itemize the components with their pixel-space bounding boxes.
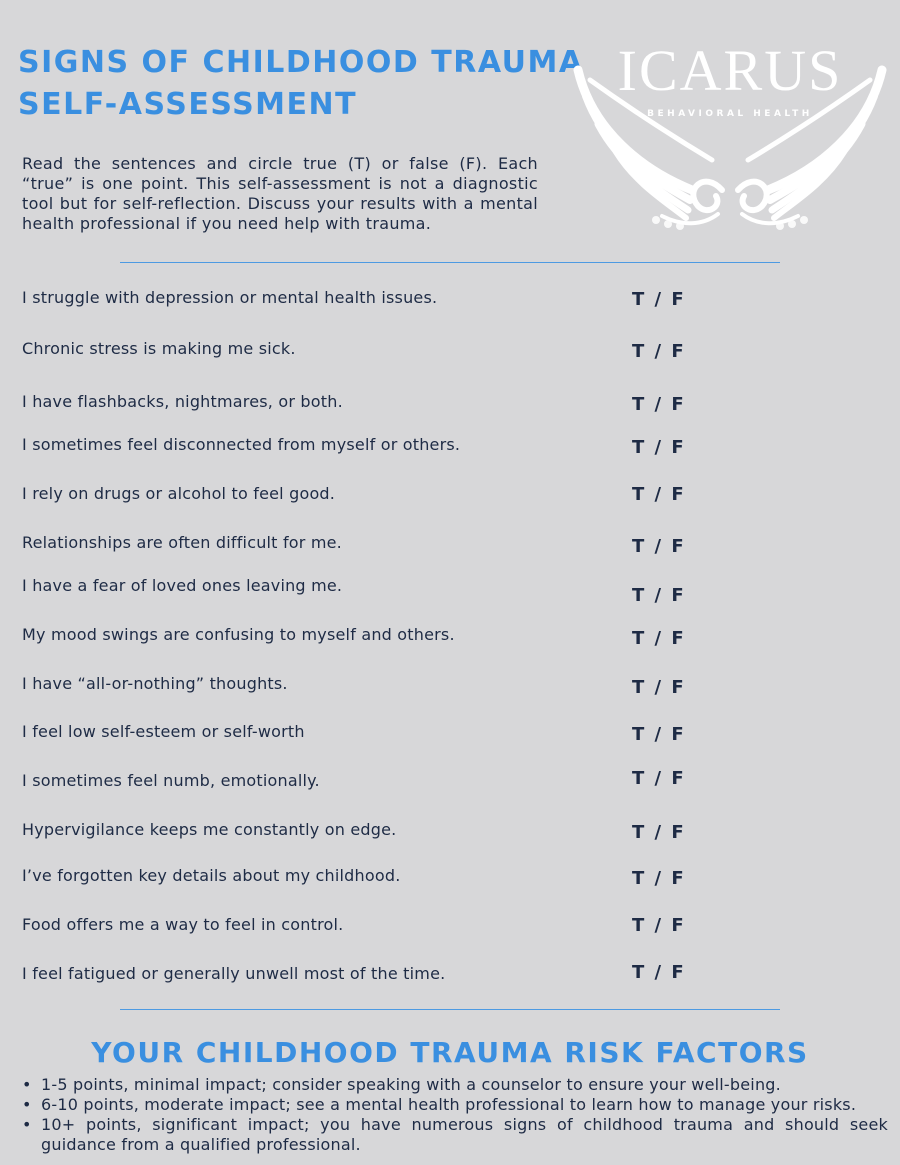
true-false-choice[interactable]: T / F (632, 341, 686, 362)
statement-text: I rely on drugs or alcohol to feel good. (22, 484, 336, 503)
risk-factors-heading: YOUR CHILDHOOD TRAUMA RISK FACTORS (91, 1036, 809, 1069)
title-line-1: SIGNS OF CHILDHOOD TRAUMA (18, 45, 584, 80)
logo-subtitle: BEHAVIORAL HEALTH (647, 109, 813, 119)
risk-factor-item: • 10+ points, significant impact; you have numerous signs of childhood trauma and should seek guidance from a qualified professional. (22, 1115, 888, 1155)
statement-text: I have a fear of loved ones leaving me. (22, 576, 343, 595)
page-title (18, 42, 584, 126)
risk-factor-item: • 1-5 points, minimal impact; consider speaking with a counselor to ensure your well-being. (22, 1075, 888, 1095)
statement-text: I feel fatigued or generally unwell most of the time. (22, 964, 446, 983)
true-false-choice[interactable]: T / F (632, 484, 686, 505)
statement-text: Hypervigilance keeps me constantly on edge. (22, 820, 397, 839)
risk-factor-item: • 6-10 points, moderate impact; see a mental health professional to learn how to manage your risks. (22, 1095, 888, 1115)
top-divider (120, 262, 780, 263)
true-false-choice[interactable]: T / F (632, 628, 686, 649)
statement-text: Relationships are often difficult for me. (22, 533, 342, 552)
bottom-divider (120, 1009, 780, 1010)
true-false-choice[interactable]: T / F (632, 437, 686, 458)
statement-text: My mood swings are confusing to myself and others. (22, 625, 455, 644)
instructions-text: Read the sentences and circle true (T) or false (F). Each “true” is one point. This self-assessment is not a diagnostic tool but for self-reflection. Discuss your results with a mental health professional if you need help with trauma. (22, 154, 538, 233)
true-false-choice[interactable]: T / F (632, 394, 686, 415)
statement-text: I’ve forgotten key details about my childhood. (22, 866, 401, 885)
winged-logo-icon (572, 40, 888, 230)
true-false-choice[interactable]: T / F (632, 585, 686, 606)
true-false-choice[interactable]: T / F (632, 822, 686, 843)
true-false-choice[interactable]: T / F (632, 962, 686, 983)
logo-wordmark: ICARUS (617, 40, 843, 103)
statement-text: I have “all-or-nothing” thoughts. (22, 674, 288, 693)
true-false-choice[interactable]: T / F (632, 724, 686, 745)
statement-text: I sometimes feel numb, emotionally. (22, 771, 320, 790)
true-false-choice[interactable]: T / F (632, 536, 686, 557)
statement-text: I have flashbacks, nightmares, or both. (22, 392, 343, 411)
statement-text: I sometimes feel disconnected from myself or others. (22, 435, 461, 454)
true-false-choice[interactable]: T / F (632, 868, 686, 889)
true-false-choice[interactable]: T / F (632, 915, 686, 936)
title-line-2: SELF-ASSESSMENT (18, 87, 358, 122)
statement-text: I struggle with depression or mental health issues. (22, 288, 438, 307)
statement-text: Food offers me a way to feel in control. (22, 915, 344, 934)
true-false-choice[interactable]: T / F (632, 677, 686, 698)
statement-text: I feel low self-esteem or self-worth (22, 722, 305, 741)
true-false-choice[interactable]: T / F (632, 768, 686, 789)
statement-text: Chronic stress is making me sick. (22, 339, 296, 358)
risk-factors-list (22, 1075, 888, 1155)
true-false-choice[interactable]: T / F (632, 289, 686, 310)
